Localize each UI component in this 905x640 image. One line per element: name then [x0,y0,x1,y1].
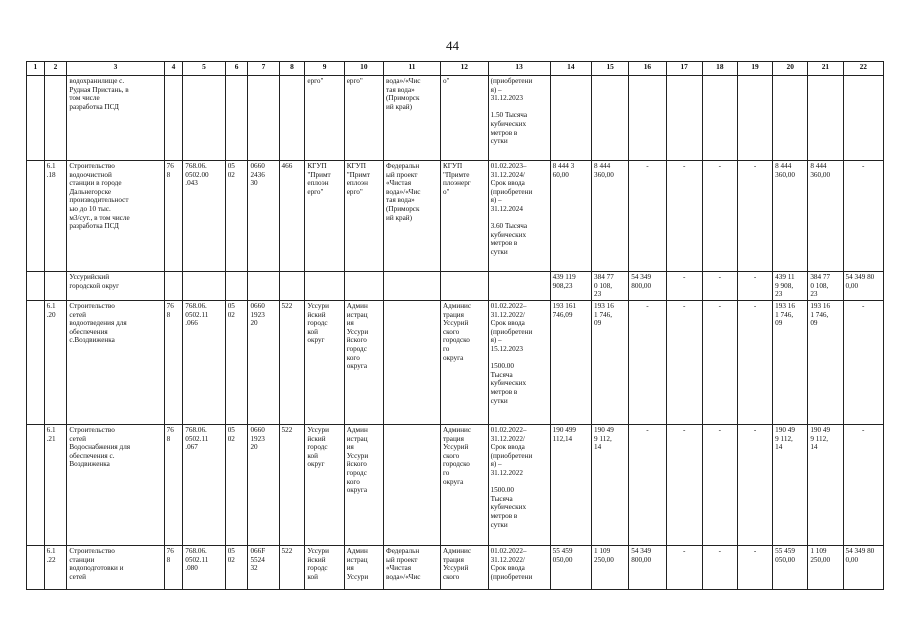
table-cell: - [666,301,702,425]
header-cell: 9 [305,62,344,76]
table-cell [344,272,383,301]
table-cell: вода»/«Чис тая вода» (Приморск ий край) [384,76,441,161]
table-cell: - [737,425,772,546]
header-cell: 1 [27,62,45,76]
table-cell [183,76,225,161]
table-cell [773,76,808,161]
table-cell [440,272,488,301]
table-cell: 76 8 [164,301,183,425]
table-cell: 768.06. 0502.11 .080 [183,546,225,590]
table-cell: КГУП "Примт еплоэн ерго" [344,161,383,272]
table-cell [843,76,883,161]
table-cell: 384 77 0 108, 23 [808,272,843,301]
table-cell: - [843,301,883,425]
table-cell: Федеральн ый проект «Чистая вода»/«Чис тая вода» (Приморск ий край) [384,161,441,272]
header-cell: 3 [67,62,164,76]
header-cell: 15 [592,62,629,76]
table-cell [248,272,279,301]
header-cell: 7 [248,62,279,76]
header-cell: 11 [384,62,441,76]
table-row [27,76,884,161]
header-cell: 5 [183,62,225,76]
table-cell: - [629,425,666,546]
table-cell: водохранилище с. Рудная Пристань, в том числе разработка ПСД [67,76,164,161]
table-cell: Уссури йский городс кой округ [305,301,344,425]
table-cell [592,76,629,161]
table-cell [550,76,591,161]
table-cell: 6.1 .18 [44,161,67,272]
table-cell [279,76,305,161]
header-cell: 19 [737,62,772,76]
table-cell: - [629,161,666,272]
table-row [27,546,884,590]
table-cell: 768.06. 0502.00 .043 [183,161,225,272]
table-cell [248,76,279,161]
table-cell [44,272,67,301]
table-cell: (приобретени я) – 31.12.2023 1.50 Тысяча кубических метров в сутки [488,76,550,161]
table-cell: - [737,161,772,272]
table-cell: Админис трация Уссурий ского [440,546,488,590]
table-cell [384,301,441,425]
table-cell: 0660 1923 20 [248,425,279,546]
table-cell: Федеральн ый проект «Чистая вода»/«Чис [384,546,441,590]
table-cell: - [843,161,883,272]
table-cell [384,272,441,301]
table-cell [27,546,45,590]
table-cell [183,272,225,301]
table-cell: 0660 1923 20 [248,301,279,425]
table-cell: 05 02 [225,425,248,546]
header-cell: 2 [44,62,67,76]
table-cell: - [737,546,772,590]
table-cell: - [737,272,772,301]
header-cell: 17 [666,62,702,76]
table-cell [629,76,666,161]
table-cell: Админис трация Уссурий ского городско го округа [440,301,488,425]
table-cell: КГУП "Примте плоэнерг о" [440,161,488,272]
table-cell: - [702,425,737,546]
table-cell: 0660 2436 30 [248,161,279,272]
table-cell: Строительство станции водоподготовки и сетей [67,546,164,590]
table-cell: 55 459 050,00 [550,546,591,590]
table-cell: 8 444 3 60,00 [550,161,591,272]
table-cell: - [702,161,737,272]
table-cell: КГУП "Примт еплоэн ерго" [305,161,344,272]
table-cell: 439 11 9 908, 23 [773,272,808,301]
table-cell: 1 109 250,00 [808,546,843,590]
table-cell [737,76,772,161]
table-cell [44,76,67,161]
table-cell: Строительство сетей Водоснабжения для обеспечения с. Воздвиженка [67,425,164,546]
page-number: 44 [446,38,459,53]
table-cell: ерго" [305,76,344,161]
header-cell: 8 [279,62,305,76]
table-cell [225,272,248,301]
table-cell: 190 49 9 112, 14 [773,425,808,546]
table-cell: 522 [279,301,305,425]
table-cell: Админ истрац ия Уссури [344,546,383,590]
table-cell: 54 349 800,00 [629,272,666,301]
table-cell: 05 02 [225,161,248,272]
table-cell: - [843,425,883,546]
table-cell: 6.1 .22 [44,546,67,590]
table-cell: - [702,546,737,590]
table-cell: 6.1 .20 [44,301,67,425]
table-cell: 54 349 800,00 [629,546,666,590]
table-cell: 76 8 [164,546,183,590]
table-cell [384,425,441,546]
table-cell: ерго" [344,76,383,161]
table-cell: 8 444 360,00 [773,161,808,272]
header-cell: 10 [344,62,383,76]
table-cell: 190 49 9 112, 14 [808,425,843,546]
table-cell: 522 [279,546,305,590]
table-cell: 76 8 [164,161,183,272]
table-cell: 55 459 050,00 [773,546,808,590]
header-cell: 13 [488,62,550,76]
table-cell [225,76,248,161]
table-cell: - [666,272,702,301]
table-cell: Админ истрац ия Уссури йского городс кого округа [344,425,383,546]
table-cell [305,272,344,301]
table-cell [279,272,305,301]
header-cell: 4 [164,62,183,76]
table-cell: 6.1 .21 [44,425,67,546]
table-cell: 768.06. 0502.11 .067 [183,425,225,546]
table-cell: 01.02.2022– 31.12.2022/ Срок ввода (приобретени я) – 31.12.2022 1500.00 Тысяча кубических метров в сутки [488,425,550,546]
table-cell: 768.06. 0502.11 .066 [183,301,225,425]
header-cell: 14 [550,62,591,76]
table-cell: 439 119 908,23 [550,272,591,301]
table-row [27,272,884,301]
table-cell [666,76,702,161]
table-cell: Уссури йский городс кой округ [305,425,344,546]
table-cell: Уссури йский городс кой [305,546,344,590]
table-row [27,301,884,425]
table-cell: - [737,301,772,425]
table-row [27,161,884,272]
table-cell: 01.02.2022– 31.12.2022/ Срок ввода (приобретени я) – 15.12.2023 1500.00 Тысяча кубических метров в сутки [488,301,550,425]
table-cell: Строительство водоочистной станции в городе Дальнегорске производительност ью до 10 тыс. м3/сут., в том числе разработка ПСД [67,161,164,272]
table-cell: 522 [279,425,305,546]
table-cell: 193 161 746,09 [550,301,591,425]
table-cell: 54 349 80 0,00 [843,272,883,301]
table-cell: Строительство сетей водоотведения для обеспечения с.Воздвиженка [67,301,164,425]
table-cell [488,272,550,301]
header-cell: 18 [702,62,737,76]
table-cell: Админ истрац ия Уссури йского городс кого округа [344,301,383,425]
table-cell: 05 02 [225,546,248,590]
table-cell: - [666,546,702,590]
table-cell: Админис трация Уссурий ского городско го округа [440,425,488,546]
table-cell: 193 16 1 746, 09 [773,301,808,425]
table-cell [27,425,45,546]
table-cell: 01.02.2023– 31.12.2024/ Срок ввода (приобретени я) – 31.12.2024 3.60 Тысяча кубических метров в сутки [488,161,550,272]
budget-table [26,61,884,590]
table-cell: 76 8 [164,425,183,546]
table-cell: 193 16 1 746, 09 [808,301,843,425]
table-cell [808,76,843,161]
table-cell: 54 349 80 0,00 [843,546,883,590]
table-cell: 8 444 360,00 [592,161,629,272]
table-cell: 1 109 250,00 [592,546,629,590]
table-cell: 466 [279,161,305,272]
header-cell: 12 [440,62,488,76]
table-cell: 05 02 [225,301,248,425]
table-cell: - [666,425,702,546]
table-cell [27,301,45,425]
table-cell: 01.02.2022– 31.12.2022/ Срок ввода (приобретени [488,546,550,590]
table-cell: 190 499 112,14 [550,425,591,546]
header-row [27,62,884,76]
table-cell [27,161,45,272]
table-cell: 190 49 9 112, 14 [592,425,629,546]
header-cell: 20 [773,62,808,76]
header-cell: 6 [225,62,248,76]
table-cell [27,272,45,301]
table-cell: 8 444 360,00 [808,161,843,272]
table-row [27,425,884,546]
table-cell: 193 16 1 746, 09 [592,301,629,425]
header-cell: 22 [843,62,883,76]
table-cell [702,76,737,161]
table-cell: о" [440,76,488,161]
table-cell: - [629,301,666,425]
header-cell: 21 [808,62,843,76]
table-cell: - [666,161,702,272]
table-cell [164,76,183,161]
table-cell [164,272,183,301]
table-cell [27,76,45,161]
table-cell: 384 77 0 108, 23 [592,272,629,301]
header-cell: 16 [629,62,666,76]
table-cell: 066F 5524 32 [248,546,279,590]
table-cell: Уссурийский городской округ [67,272,164,301]
table-cell: - [702,272,737,301]
table-cell: - [702,301,737,425]
